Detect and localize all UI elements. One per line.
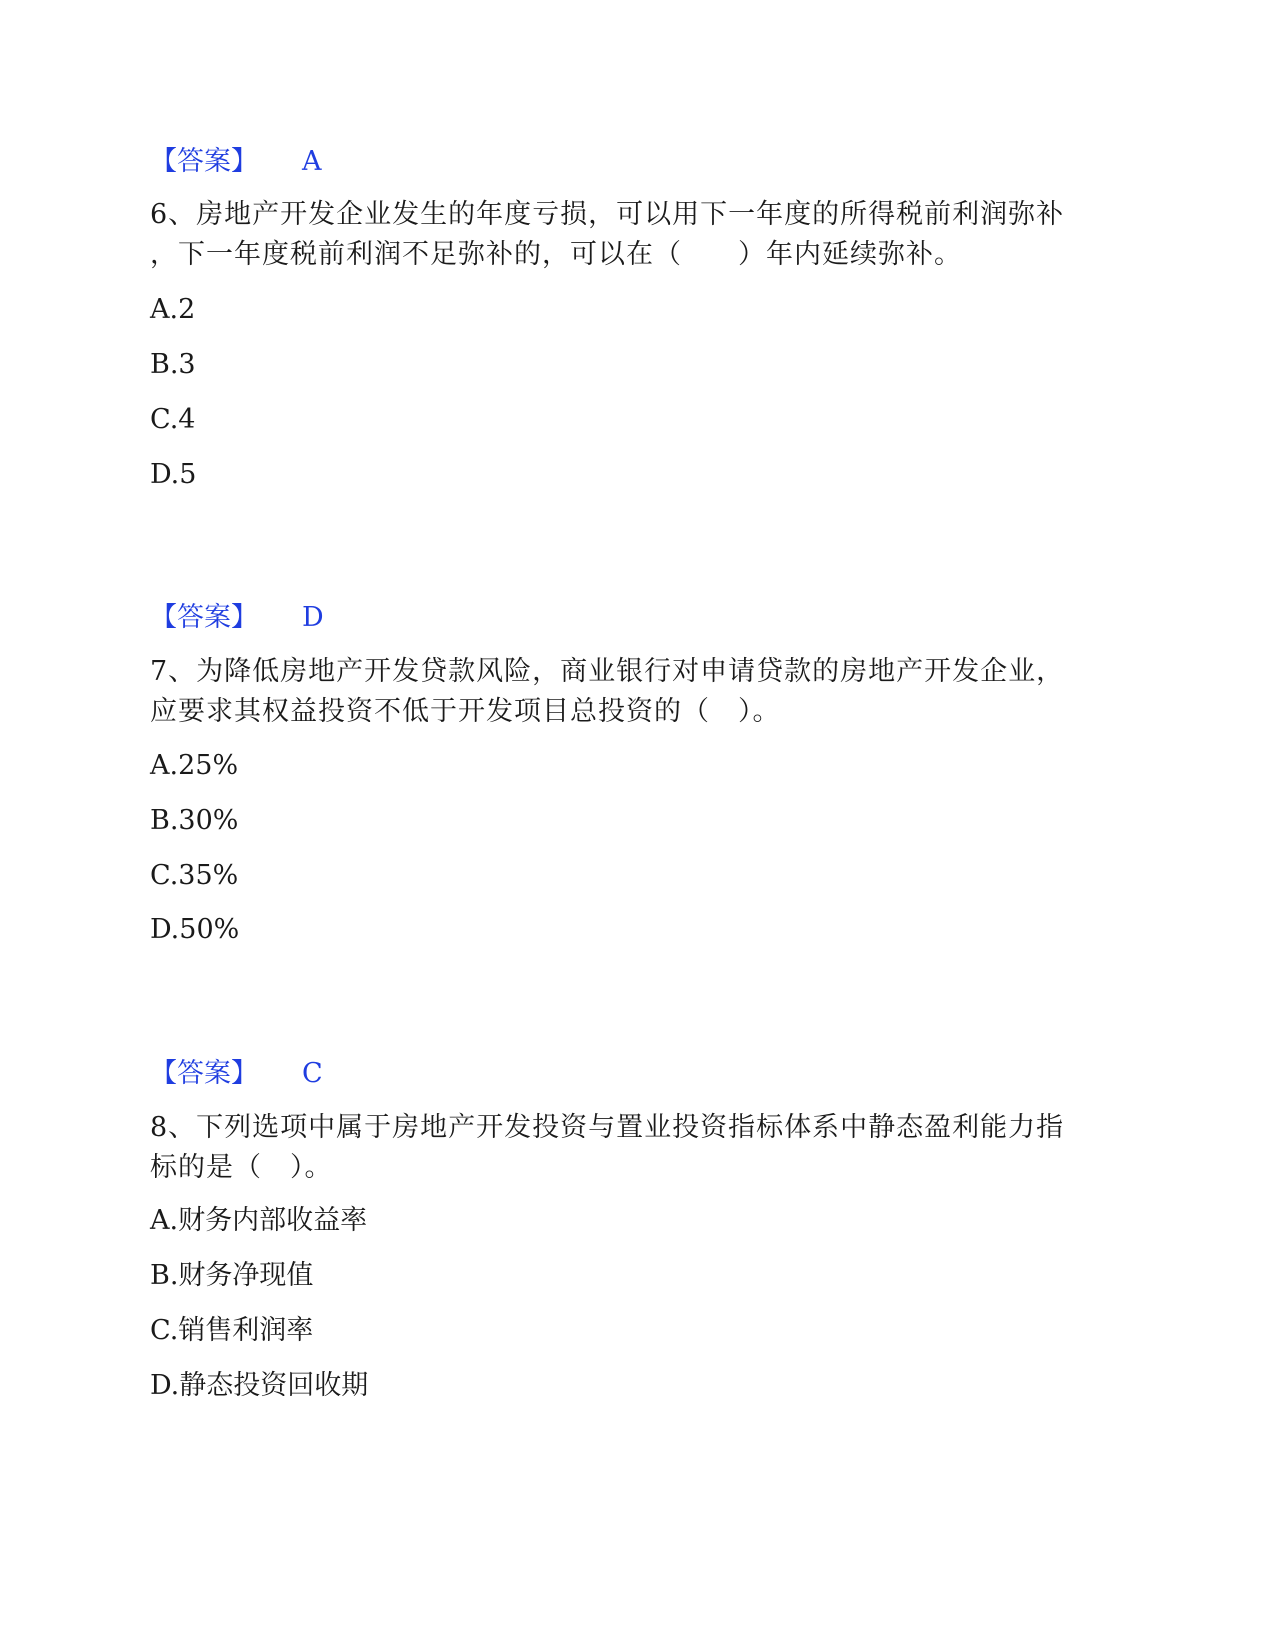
- question-line: 7、为降低房地产开发贷款风险，商业银行对申请贷款的房地产开发企业，: [150, 656, 1065, 687]
- answer-value: D: [302, 602, 324, 633]
- answer-label: 【答案】: [150, 602, 258, 633]
- option-d: D.静态投资回收期: [150, 1370, 369, 1401]
- answer-value: C: [302, 1058, 323, 1089]
- option-b: B.30%: [150, 805, 239, 836]
- question-7: [150, 652, 1110, 732]
- answer-line: [150, 601, 324, 635]
- answer-line: [150, 145, 322, 179]
- option-b: B.3: [150, 349, 196, 380]
- option-c: C.4: [150, 404, 196, 435]
- question-8: [150, 1108, 1110, 1188]
- question-6: [150, 195, 1110, 275]
- option-c: C.销售利润率: [150, 1315, 314, 1346]
- answer-label: 【答案】: [150, 146, 258, 177]
- question-line: 6、房地产开发企业发生的年度亏损，可以用下一年度的所得税前利润弥补: [150, 199, 1065, 230]
- answer-line: [150, 1057, 323, 1091]
- option-a: A.2: [150, 294, 196, 325]
- option-a: A.25%: [150, 750, 239, 781]
- answer-value: A: [302, 146, 322, 177]
- option-a: A.财务内部收益率: [150, 1205, 368, 1236]
- question-line: 标的是（ ）。: [150, 1152, 333, 1183]
- question-line: 8、下列选项中属于房地产开发投资与置业投资指标体系中静态盈利能力指: [150, 1112, 1065, 1143]
- option-d: D.50%: [150, 914, 240, 945]
- option-d: D.5: [150, 459, 197, 490]
- question-line: ，下一年度税前利润不足弥补的，可以在（ ）年内延续弥补。: [150, 239, 962, 270]
- question-line: 应要求其权益投资不低于开发项目总投资的（ ）。: [150, 696, 781, 727]
- answer-label: 【答案】: [150, 1058, 258, 1089]
- option-c: C.35%: [150, 860, 239, 891]
- option-b: B.财务净现值: [150, 1260, 314, 1291]
